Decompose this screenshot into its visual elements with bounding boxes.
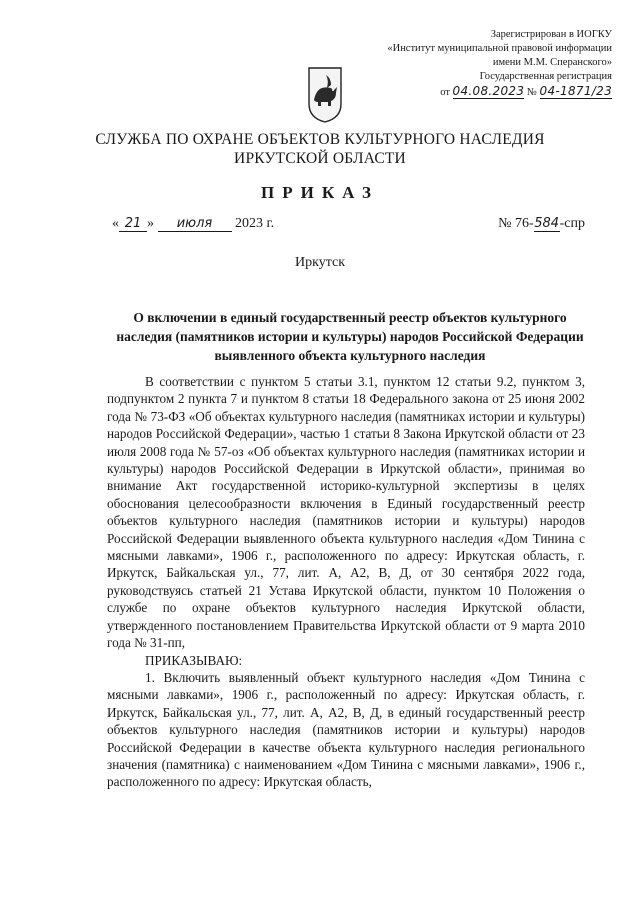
document-body	[107, 373, 585, 791]
order-number	[498, 216, 585, 232]
order-date	[112, 216, 274, 232]
registration-line-3: имени М.М. Сперанского»	[492, 57, 612, 68]
prikazyvayu-label: ПРИКАЗЫВАЮ:	[145, 652, 243, 668]
irkutsk-coat-of-arms-icon	[307, 66, 343, 124]
agency-name	[0, 130, 640, 168]
registration-number: 04-1871/23	[539, 84, 612, 98]
agency-name-line-2: ИРКУТСКОЙ ОБЛАСТИ	[234, 150, 406, 167]
date-open-quote: «	[112, 216, 119, 231]
order-item-1: 1. Включить выявленный объект культурного наследия «Дом Тинина с мясными лавками», 1906 г., расположенный по адресу: Иркутская область, г. Иркутск, Байкальская ул., 77, лит. А, А2, В, Д, в единый государственный реестр объектов культурного наследия (памятников истории и культуры) народов Российской Федерации в качестве объекта культурного наследия регионального значения (памятника) с наименованием «Дом Тинина с мясными лавками», 1906 г., расположенного по адресу: Иркутская область,	[107, 669, 585, 790]
registration-date-prefix: от	[440, 87, 450, 98]
document-heading: О включении в единый государственный реестр объектов культурного наследия (памятников истории и культуры) народов Российской Федерации выявленного объекта культурного наследия	[116, 310, 584, 363]
registration-line-2: «Институт муниципальной правовой информации	[387, 43, 612, 54]
registration-line-4: Государственная регистрация	[479, 71, 612, 82]
order-month: июля	[158, 216, 232, 232]
order-year: 2023 г.	[235, 216, 275, 231]
registration-stamp	[372, 28, 612, 100]
order-number-suffix: -спр	[559, 216, 585, 231]
preamble-paragraph: В соответствии с пунктом 5 статьи 3.1, пунктом 12 статьи 9.2, пунктом 3, подпунктом 2 пункта 7 и пунктом 8 статьи 18 Федерального закона от 25 июня 2002 года № 73-ФЗ «Об объектах культурного наследия (памятниках истории и культуры) народов Российской Федерации», частью 1 статьи 8 Закона Иркутской области от 23 июля 2008 года № 57-оз «Об объектах культурного наследия (памятниках истории и культуры) народов Российской Федерации в Иркутской области», принимая во внимание Акт государственной историко-культурной экспертизы в целях обоснования целесообразности включения в Единый государственный реестр объектов культурного наследия (памятников истории и культуры) народов Российской Федерации выявленного объекта культурного наследия «Дом Тинина с мясными лавками», 1906 г., расположенного по адресу: Иркутская область, г. Иркутск, Байкальская ул., 77, лит. А, А2, В, Д, от 30 сентября 2022 года, руководствуясь статьей 21 Устава Иркутской области, пунктом 10 Положения о службе по охране объектов культурного наследия Иркутской области, утвержденного постановлением Правительства Иркутской области от 9 марта 2010 года № 31-пп,	[107, 374, 585, 651]
date-close-quote: »	[147, 216, 154, 231]
order-day: 21	[119, 216, 147, 232]
registration-number-prefix: №	[526, 87, 537, 98]
registration-line-1: Зарегистрирован в ИОГКУ	[490, 29, 612, 40]
document-type: ПРИКАЗ	[261, 183, 379, 202]
order-number-value: 584	[534, 216, 560, 231]
order-number-prefix: № 76-	[498, 216, 534, 231]
agency-name-line-1: СЛУЖБА ПО ОХРАНЕ ОБЪЕКТОВ КУЛЬТУРНОГО НАСЛЕДИЯ	[95, 131, 545, 148]
city: Иркутск	[294, 255, 346, 270]
registration-date: 04.08.2023	[452, 84, 525, 98]
registration-date-line	[372, 84, 612, 100]
